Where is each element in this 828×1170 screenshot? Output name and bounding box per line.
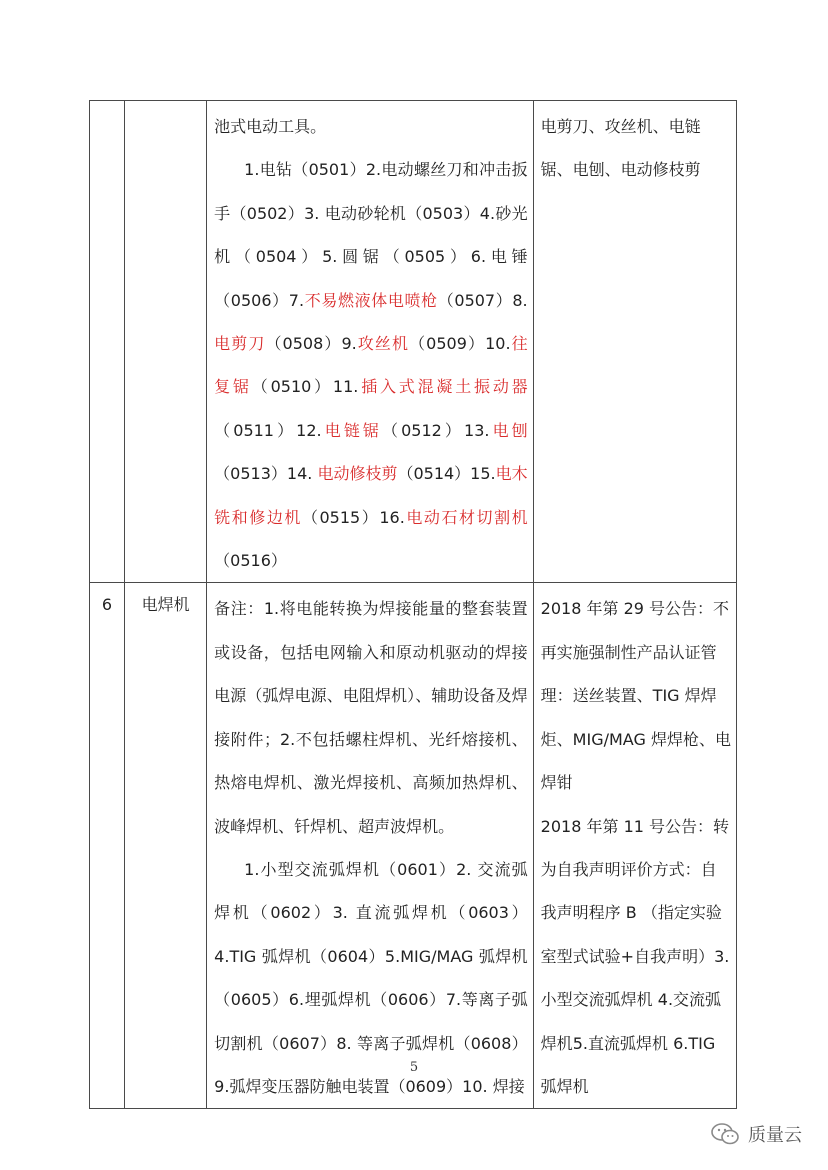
standards-table	[89, 100, 737, 1109]
product-list: 1.小型交流弧焊机（0601）2. 交流弧焊机（0602）3. 直流弧焊机（0603）4.TIG 弧焊机（0604）5.MIG/MAG 弧焊机（0605）6.埋弧焊机（0606）7.等离子弧切割机（0607）8. 等离子弧焊机（0608）9.弧焊变压器防触电装置（0609）10. 焊接	[214, 859, 528, 1096]
highlighted-product: 电刨	[489, 420, 528, 440]
product-text: （0508）9.	[265, 334, 357, 354]
product-text: （0514）15.	[397, 464, 496, 484]
page-number: 5	[409, 1060, 419, 1075]
watermark	[710, 1121, 802, 1147]
row-number-cell	[90, 101, 125, 583]
product-text: （0512）13.	[382, 420, 490, 440]
description-cell	[207, 101, 534, 583]
remark-text: 备注：1.将电能转换为焊接能量的整套装置或设备，包括电网输入和原动机驱动的焊接电源（弧焊电源、电阻焊机）、辅助设备及焊接附件；2.不包括螺柱焊机、光纤熔接机、热熔电焊机、激光焊接机、高频加热焊机、波峰焊机、钎焊机、超声波焊机。	[214, 599, 528, 836]
watermark-text: 质量云	[748, 1125, 802, 1146]
highlighted-product: 电剪刀	[214, 334, 266, 354]
product-name-cell: 电焊机	[125, 583, 207, 1109]
product-text: （0509）10.	[409, 334, 511, 354]
product-name-cell	[125, 101, 207, 583]
description-intro: 池式电动工具。	[214, 117, 327, 136]
highlighted-product: 电木铣和修边机	[214, 464, 528, 527]
product-text: （0515）16.	[301, 507, 405, 527]
highlighted-product: 不易燃液体电喷枪	[304, 290, 438, 310]
product-text: （0513）14.	[214, 464, 318, 484]
wechat-icon	[710, 1122, 740, 1146]
announcement-29: 2018 年第 29 号公告：不再实施强制性产品认证管理：送丝装置、TIG 焊焊炬、MIG/MAG 焊焊枪、电焊钳	[540, 599, 731, 793]
announcement-11-text: 2018 年第 11 号公告：转为自我声明评价方式：自我声明程序 B （指定实验室型式试验+自我声明）	[540, 816, 730, 966]
product-text: （0510）11.	[251, 377, 359, 397]
announcement-item: 5.直流弧焊机	[572, 1033, 668, 1053]
product-list	[214, 148, 528, 582]
note-text: 电剪刀、攻丝机、电链锯、电刨、电动修枝剪	[540, 117, 701, 180]
table-row	[90, 101, 737, 583]
product-text: （0507）8.	[437, 290, 528, 310]
announcement-item: 3.小型交流弧焊机	[540, 946, 730, 1010]
highlighted-product: 攻丝机	[356, 334, 410, 354]
announcement-item: 6.TIG 弧焊机	[540, 1033, 716, 1096]
highlighted-product: 电动修枝剪	[317, 464, 398, 484]
note-cell	[533, 101, 736, 583]
row-number-cell: 6	[90, 583, 125, 1109]
description-cell	[207, 583, 534, 1109]
product-text: 1.电钻（0501）2.电动螺丝刀和冲击扳手（0502）3. 电动砂轮机（0503）4.砂光机（0504）5.圆锯（0505）6.电锤（0506）7.	[214, 160, 528, 310]
highlighted-product: 插入式混凝土振动器	[358, 377, 528, 397]
note-cell	[533, 583, 736, 1109]
product-text: （0516）	[214, 551, 287, 571]
highlighted-product: 电链锯	[321, 420, 383, 440]
announcement-item: 4.交流弧焊机	[540, 990, 722, 1053]
highlighted-product: 往复锯	[214, 334, 528, 397]
product-text: （0511）12.	[214, 420, 322, 440]
highlighted-product: 电动石材切割机	[404, 507, 528, 527]
table-row	[90, 583, 737, 1109]
